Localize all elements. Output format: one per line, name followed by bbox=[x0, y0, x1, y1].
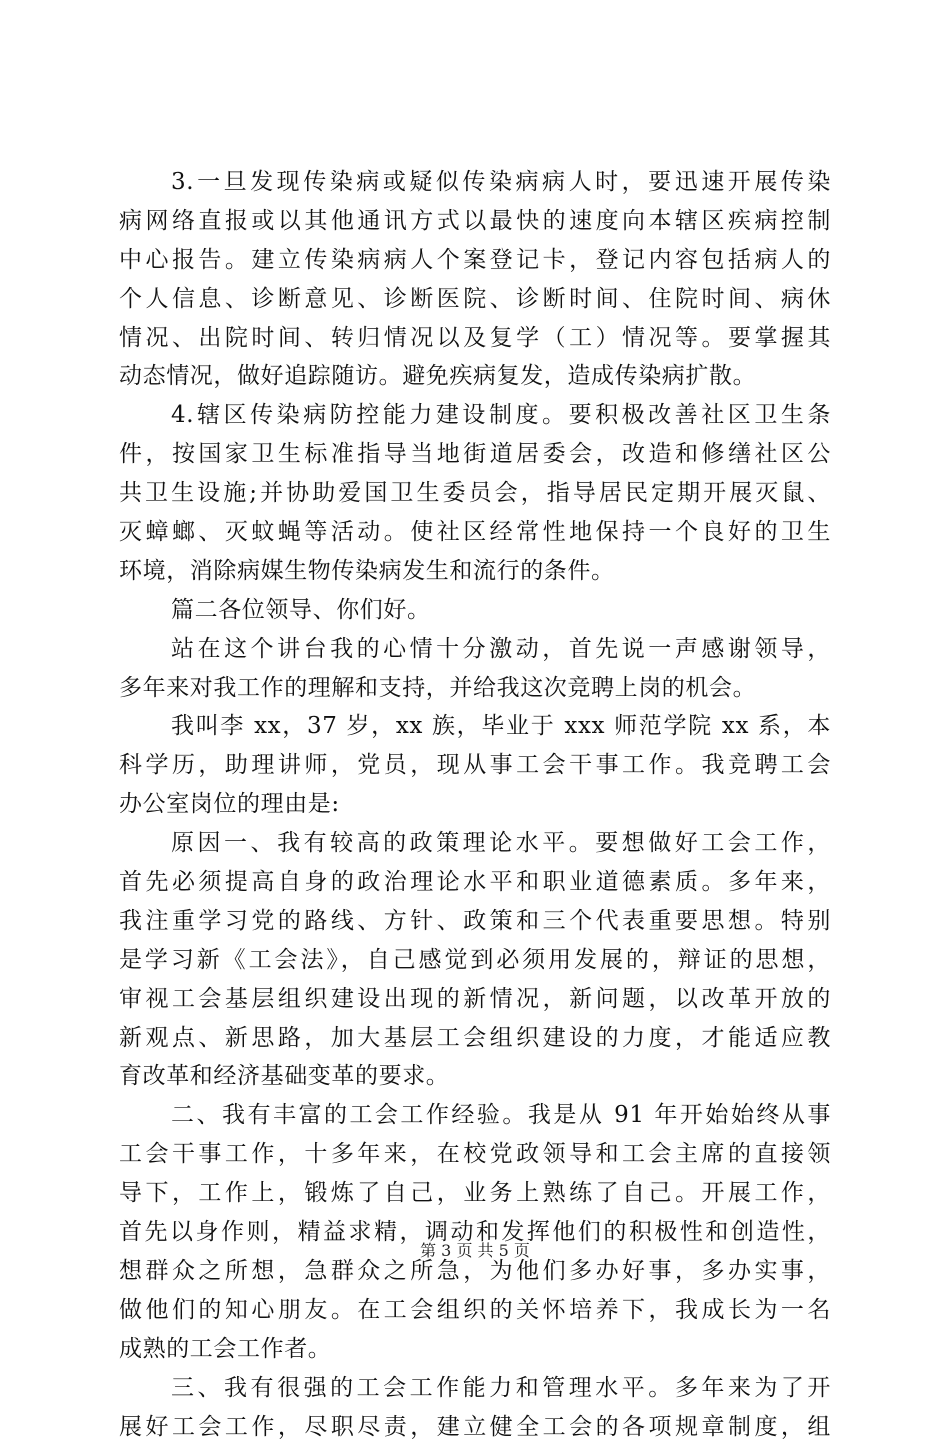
text-line: 我叫李 xx，37 岁，xx 族，毕业于 xxx 师范学院 xx 系，本 bbox=[119, 707, 831, 746]
text-line: 成熟的工会工作者。 bbox=[119, 1330, 831, 1369]
text-line: 环境，消除病媒生物传染病发生和流行的条件。 bbox=[119, 552, 831, 591]
text-line: 工会干事工作，十多年来，在校党政领导和工会主席的直接领 bbox=[119, 1135, 831, 1174]
text-line: 科学历，助理讲师，党员，现从事工会干事工作。我竞聘工会 bbox=[119, 746, 831, 785]
text-line: 首先以身作则，精益求精，调动和发挥他们的积极性和创造性， bbox=[119, 1213, 831, 1252]
text-line: 导下，工作上，锻炼了自己，业务上熟练了自己。开展工作， bbox=[119, 1174, 831, 1213]
text-line: 二、我有丰富的工会工作经验。我是从 91 年开始始终从事 bbox=[119, 1096, 831, 1135]
text-line: 动态情况，做好追踪随访。避免疾病复发，造成传染病扩散。 bbox=[119, 357, 831, 396]
text-line: 三、我有很强的工会工作能力和管理水平。多年来为了开 bbox=[119, 1369, 831, 1408]
text-line: 篇二各位领导、你们好。 bbox=[119, 591, 831, 630]
text-line: 病网络直报或以其他通讯方式以最快的速度向本辖区疾病控制 bbox=[119, 202, 831, 241]
text-line: 情况、出院时间、转归情况以及复学（工）情况等。要掌握其 bbox=[119, 319, 831, 358]
text-line: 办公室岗位的理由是: bbox=[119, 785, 831, 824]
text-line: 做他们的知心朋友。在工会组织的关怀培养下，我成长为一名 bbox=[119, 1291, 831, 1330]
text-line: 想群众之所想，急群众之所急，为他们多办好事，多办实事， bbox=[119, 1252, 831, 1291]
page-indicator: 第 3 页 共 5 页 bbox=[420, 1241, 530, 1260]
text-line: 审视工会基层组织建设出现的新情况，新问题，以改革开放的 bbox=[119, 980, 831, 1019]
text-line: 我注重学习党的路线、方针、政策和三个代表重要思想。特别 bbox=[119, 902, 831, 941]
text-line: 灭蟑螂、灭蚊蝇等活动。使社区经常性地保持一个良好的卫生 bbox=[119, 513, 831, 552]
text-line: 中心报告。建立传染病病人个案登记卡，登记内容包括病人的 bbox=[119, 241, 831, 280]
text-line: 3.一旦发现传染病或疑似传染病病人时，要迅速开展传染 bbox=[119, 163, 831, 202]
text-line: 是学习新《工会法》，自己感觉到必须用发展的，辩证的思想， bbox=[119, 941, 831, 980]
page-footer bbox=[0, 1240, 950, 1262]
text-line: 展好工会工作，尽职尽责，建立健全工会的各项规章制度，组 bbox=[119, 1408, 831, 1446]
text-line: 新观点、新思路，加大基层工会组织建设的力度，才能适应教 bbox=[119, 1019, 831, 1058]
text-line: 件，按国家卫生标准指导当地街道居委会，改造和修缮社区公 bbox=[119, 435, 831, 474]
text-line: 育改革和经济基础变革的要求。 bbox=[119, 1057, 831, 1096]
text-line: 个人信息、诊断意见、诊断医院、诊断时间、住院时间、病休 bbox=[119, 280, 831, 319]
text-line: 共卫生设施;并协助爱国卫生委员会，指导居民定期开展灭鼠、 bbox=[119, 474, 831, 513]
text-line: 首先必须提高自身的政治理论水平和职业道德素质。多年来， bbox=[119, 863, 831, 902]
text-line: 4.辖区传染病防控能力建设制度。要积极改善社区卫生条 bbox=[119, 396, 831, 435]
text-line: 原因一、我有较高的政策理论水平。要想做好工会工作， bbox=[119, 824, 831, 863]
text-line: 站在这个讲台我的心情十分激动，首先说一声感谢领导， bbox=[119, 630, 831, 669]
text-line: 多年来对我工作的理解和支持，并给我这次竞聘上岗的机会。 bbox=[119, 669, 831, 708]
